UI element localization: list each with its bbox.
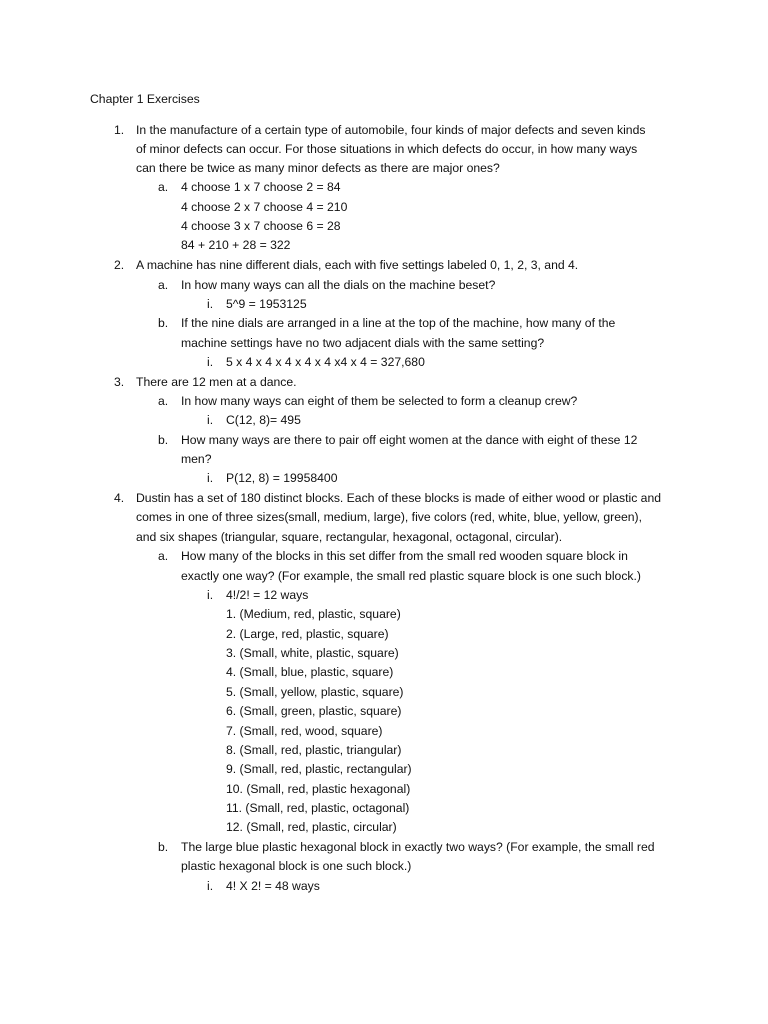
subpart-text: How many ways are there to pair off eight women at the dance with eight of these 12	[181, 433, 638, 447]
answer-line: 4 choose 1 x 7 choose 2 = 84	[181, 180, 341, 194]
question-text: Dustin has a set of 180 distinct blocks. Each of these blocks is made of either wood or plastic and	[136, 491, 662, 505]
question-text: comes in one of three sizes(small, medium, large), five colors (red, white, blue, yellow, green),	[136, 510, 642, 524]
answer-line: 4! X 2! = 48 ways	[226, 879, 320, 893]
list-item: 4. (Small, blue, plastic, square)	[226, 665, 394, 679]
subpart-marker: a.	[158, 180, 169, 194]
answer-line: P(12, 8) = 19958400	[226, 471, 338, 485]
question-text: can there be twice as many minor defects as there are major ones?	[136, 161, 500, 175]
question-text: There are 12 men at a dance.	[136, 375, 297, 389]
list-item: 3. (Small, white, plastic, square)	[226, 646, 399, 660]
answer-marker: i.	[207, 588, 214, 602]
answer-marker: i.	[207, 413, 214, 427]
list-item: 8. (Small, red, plastic, triangular)	[226, 743, 402, 757]
list-item: 5. (Small, yellow, plastic, square)	[226, 685, 404, 699]
subpart-marker: b.	[158, 840, 169, 854]
subpart-text: machine settings have no two adjacent dials with the same setting?	[181, 336, 545, 350]
question-number: 4.	[114, 491, 125, 505]
subpart-text: If the nine dials are arranged in a line at the top of the machine, how many of the	[181, 316, 616, 330]
question-number: 1.	[114, 123, 125, 137]
answer-line: 4!/2! = 12 ways	[226, 588, 309, 602]
subpart-text: How many of the blocks in this set differ from the small red wooden square block in	[181, 549, 628, 563]
question-text: of minor defects can occur. For those situations in which defects do occur, in how many ways	[136, 142, 638, 156]
subpart-text: In how many ways can all the dials on the machine beset?	[181, 278, 496, 292]
question-number: 3.	[114, 375, 125, 389]
list-item: 11. (Small, red, plastic, octagonal)	[226, 801, 410, 815]
subpart-marker: a.	[158, 278, 169, 292]
list-item: 10. (Small, red, plastic hexagonal)	[226, 782, 411, 796]
subpart-marker: a.	[158, 394, 169, 408]
answer-marker: i.	[207, 879, 214, 893]
subpart-text: plastic hexagonal block is one such block.)	[181, 859, 412, 873]
answer-line: C(12, 8)= 495	[226, 413, 301, 427]
subpart-marker: b.	[158, 433, 169, 447]
list-item: 12. (Small, red, plastic, circular)	[226, 820, 397, 834]
question-text: and six shapes (triangular, square, rectangular, hexagonal, octagonal, circular).	[136, 530, 563, 544]
subpart-marker: a.	[158, 549, 169, 563]
list-item: 7. (Small, red, wood, square)	[226, 724, 383, 738]
list-item: 9. (Small, red, plastic, rectangular)	[226, 762, 412, 776]
answer-marker: i.	[207, 355, 214, 369]
answer-marker: i.	[207, 471, 214, 485]
answer-marker: i.	[207, 297, 214, 311]
list-item: 1. (Medium, red, plastic, square)	[226, 607, 401, 621]
question-text: In the manufacture of a certain type of automobile, four kinds of major defects and seven kinds	[136, 123, 646, 137]
page-title: Chapter 1 Exercises	[90, 92, 200, 106]
answer-line: 4 choose 3 x 7 choose 6 = 28	[181, 219, 341, 233]
subpart-text: men?	[181, 452, 212, 466]
answer-line: 84 + 210 + 28 = 322	[181, 238, 291, 252]
subpart-text: The large blue plastic hexagonal block in exactly two ways? (For example, the small red	[181, 840, 655, 854]
subpart-text: In how many ways can eight of them be selected to form a cleanup crew?	[181, 394, 578, 408]
question-text: A machine has nine different dials, each with five settings labeled 0, 1, 2, 3, and 4.	[136, 258, 579, 272]
answer-line: 4 choose 2 x 7 choose 4 = 210	[181, 200, 348, 214]
question-number: 2.	[114, 258, 125, 272]
subpart-marker: b.	[158, 316, 169, 330]
list-item: 2. (Large, red, plastic, square)	[226, 627, 389, 641]
answer-line: 5^9 = 1953125	[226, 297, 307, 311]
answer-line: 5 x 4 x 4 x 4 x 4 x 4 x4 x 4 = 327,680	[226, 355, 425, 369]
list-item: 6. (Small, green, plastic, square)	[226, 704, 402, 718]
subpart-text: exactly one way? (For example, the small red plastic square block is one such block.)	[181, 569, 641, 583]
